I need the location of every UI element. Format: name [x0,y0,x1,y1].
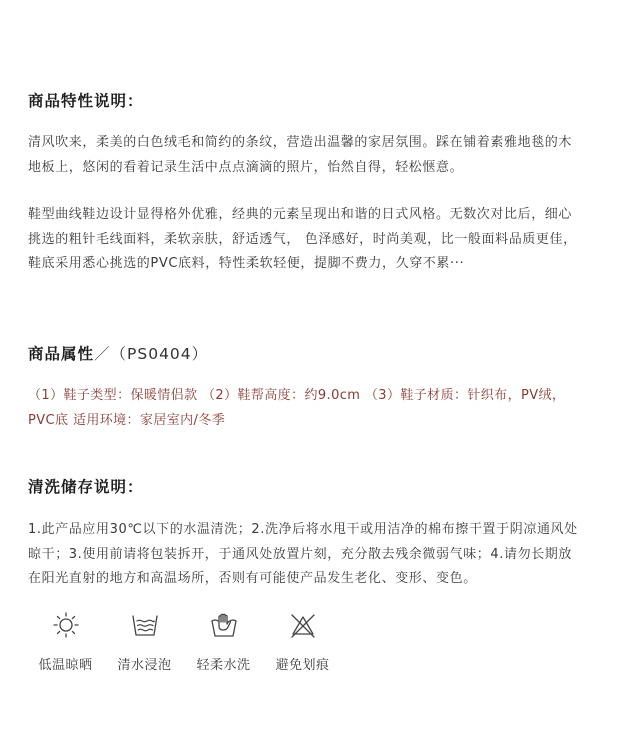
care-icons-row [26,610,342,673]
care-label: 轻柔水洗 [196,658,251,673]
attributes-heading [28,342,208,364]
features-paragraph-2-line: 挑选的粗针毛线面料，柔软亲肤，舒适透气， 色泽感好，时尚美观，比一般面料品质更佳， [28,231,577,247]
washing-line: 在阳光直射的地方和高温场所，否则有可能使产品发生老化、变形、变色。 [28,571,477,587]
no-scratch-icon [288,610,318,640]
attributes-list [28,384,618,433]
features-paragraph-1-line: 地板上，悠闲的看着记录生活中点点滴滴的照片，怡然自得，轻松惬意。 [28,159,464,175]
washing-line: 晾干；3.使用前请将包装拆开，于通风处放置片刻，充分散去残余微弱气味；4.请勿长期放 [28,546,573,562]
care-label: 清水浸泡 [117,658,172,673]
features-paragraph-2-line: 鞋型曲线鞋边设计显得格外优雅，经典的元素呈现出和谐的日式风格。无数次对比后，细心 [28,207,573,222]
features-paragraph-1 [28,131,618,180]
features-paragraph-2-line: 鞋底采用悉心挑选的PVC底料，特性柔软轻便，提脚不费力，久穿不累··· [28,256,465,272]
care-item-soak [105,610,184,673]
features-heading: 商品特性说明： [28,92,144,110]
attributes-line: （1）鞋子类型：保暖情侣款 （2）鞋帮高度：约9.0cm （3）鞋子材质：针织布，PV绒， [28,388,566,403]
care-label: 避免划痕 [275,658,330,673]
hand-wash-icon [209,610,239,640]
attributes-line: PVC底 适用环境：家居室内/冬季 [28,412,226,428]
care-item-gentle-wash [184,610,263,673]
attributes-heading-code: ／（PS0404） [94,345,209,363]
washing-line: 1.此产品应用30℃以下的水温清洗；2.洗净后将水甩干或用洁净的棉布擦干置于阴凉通风处 [28,522,578,537]
washing-instructions [28,518,618,592]
washing-heading: 清洗储存说明： [28,478,144,496]
care-label: 低温晾晒 [38,658,93,673]
attributes-heading-title: 商品属性 [28,345,95,363]
water-basin-icon [130,610,160,640]
features-paragraph-1-line: 清风吹来，柔美的白色绒毛和简约的条纹，营造出温馨的家居氛围。踩在铺着素雅地毯的木 [28,135,573,150]
care-item-low-temp-dry [26,610,105,673]
care-item-avoid-scratch [263,610,342,673]
sun-icon [51,610,81,640]
features-paragraph-2 [28,203,618,277]
